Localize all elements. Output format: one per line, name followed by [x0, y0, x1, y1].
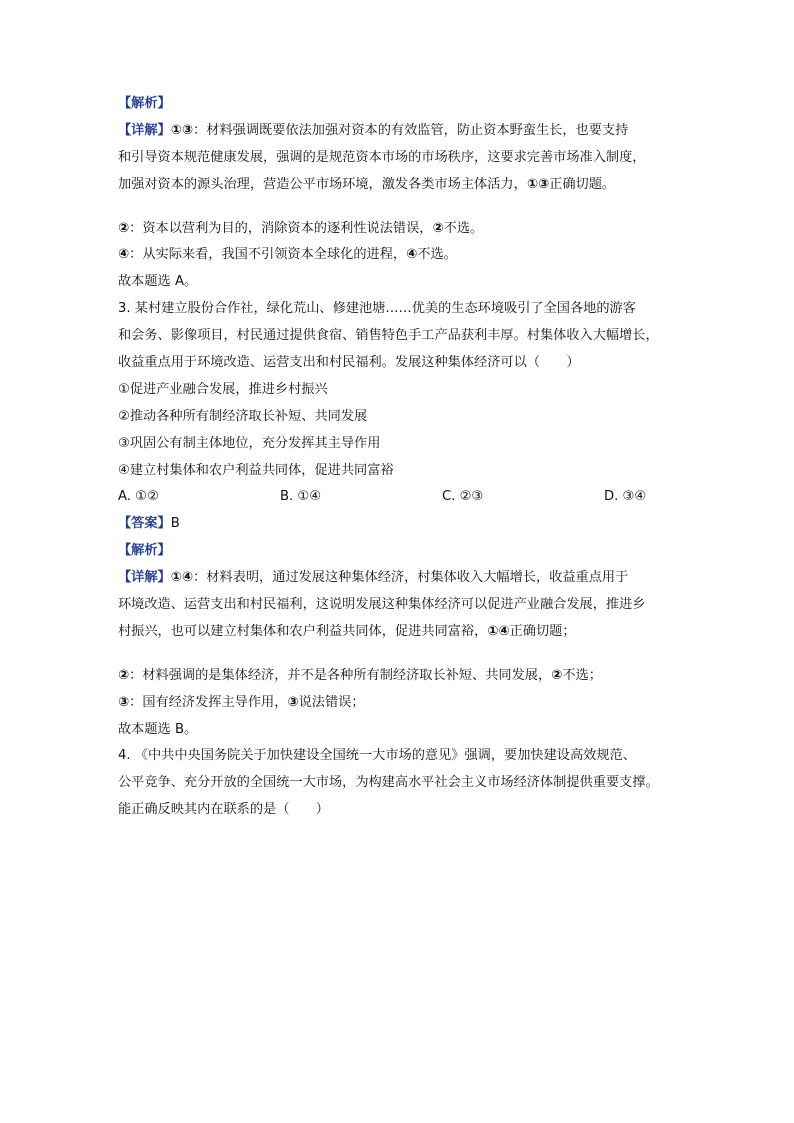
answer-tag: 【答案】 [118, 516, 171, 532]
detail-lead-marker: ①④ [170, 570, 194, 586]
detail-paragraph-line-3 [118, 175, 678, 194]
exclusion-text: ：资本以营利为目的，消除资本的逐利性说法错误， [129, 220, 433, 236]
question-stem-text: 4. 《中共中央国务院关于加快建设全国统一大市场的意见》强调，要加快建设高效规范、 [118, 748, 636, 764]
conclusion-line-2 [118, 720, 678, 739]
detail-marker: ①③ [526, 176, 550, 192]
exclusion-line-2 [118, 219, 678, 238]
statement-item-2 [118, 407, 678, 426]
question-4-stem-line-2 [118, 773, 678, 792]
statement-text: ②推动各种所有制经济取长补短、共同发展 [118, 408, 368, 424]
exclusion-text: ：材料强调的是集体经济，并不是各种所有制经济取长补短、共同发展， [129, 667, 552, 683]
answer-options [118, 487, 678, 506]
exclusion-text: 不选。 [443, 220, 484, 236]
detail-text: 正确切题； [509, 623, 576, 639]
answer-line [118, 514, 678, 533]
exclusion-marker: ② [118, 667, 130, 683]
exclusion-line-q3-3 [118, 693, 678, 712]
exclusion-marker: ② [551, 667, 563, 683]
detail-paragraph-line-2 [118, 148, 678, 167]
answer-value: B [170, 516, 180, 532]
exclusion-marker: ④ [118, 247, 130, 263]
question-3-stem-line-1 [118, 299, 678, 318]
exclusion-line-q3-2 [118, 666, 678, 685]
option-d: D. ③④ [604, 489, 647, 505]
statement-text: ④建立村集体和农户利益共同体，促进共同富裕 [118, 462, 394, 478]
detail-lead-marker: ①③ [170, 122, 194, 138]
analysis-heading [118, 94, 678, 113]
exclusion-marker: ② [432, 220, 444, 236]
analysis-tag: 【解析】 [118, 543, 171, 559]
conclusion-text: 故本题选 B。 [118, 721, 198, 737]
statement-text: ①促进产业融合发展，推进乡村振兴 [118, 381, 328, 397]
question-4-stem-line-1 [118, 746, 678, 765]
exclusion-marker: ④ [406, 247, 418, 263]
question-3-stem-line-2 [118, 326, 678, 345]
exclusion-marker: ② [118, 220, 130, 236]
question-4-stem-line-3 [118, 800, 678, 819]
statement-item-4 [118, 461, 678, 480]
detail-text: 加强对资本的源头治理，营造公平市场环境，激发各类市场主体活力， [118, 176, 527, 192]
exclusion-text: ：国有经济发挥主导作用， [129, 694, 288, 710]
option-c: C. ②③ [442, 489, 484, 505]
exclusion-marker: ③ [118, 694, 130, 710]
detail-text: 正确切题。 [549, 176, 616, 192]
question-3-stem-line-3 [118, 353, 678, 372]
paragraph-gap [118, 649, 678, 666]
exclusion-line-4 [118, 245, 678, 264]
question-stem-text: 能正确反映其内在联系的是（ ） [118, 802, 329, 818]
detail-paragraph-2-line-1 [118, 568, 678, 587]
detail-text: ：材料表明，通过发展这种集体经济，村集体收入大幅增长，收益重点用于 [193, 570, 629, 586]
option-b: B. ①④ [280, 489, 322, 505]
detail-text: 村振兴，也可以建立村集体和农户利益共同体，促进共同富裕， [118, 623, 488, 639]
conclusion-line [118, 272, 678, 291]
exclusion-marker: ③ [287, 694, 299, 710]
analysis-heading-2 [118, 541, 678, 560]
detail-marker: ①④ [487, 623, 510, 639]
paragraph-gap [118, 202, 678, 219]
detail-tag: 【详解】 [118, 122, 171, 138]
option-a: A. ①② [118, 489, 159, 505]
question-stem-text: 和会务、影像项目，村民通过提供食宿、销售特色手工产品获利丰厚。村集体收入大幅增长， [118, 328, 659, 344]
detail-paragraph-2-line-3 [118, 622, 678, 641]
analysis-tag: 【解析】 [118, 96, 171, 111]
question-stem-text: 公平竞争、充分开放的全国统一大市场，为构建高水平社会主义市场经济体制提供重要支撑。 [118, 775, 659, 791]
question-stem-text: 3. 某村建立股份合作社，绿化荒山、修建池塘……优美的生态环境吸引了全国各地的游客 [118, 301, 636, 317]
exclusion-text: 不选； [562, 667, 602, 683]
detail-text: 和引导资本规范健康发展，强调的是规范资本市场的市场秩序，这要求完善市场准入制度， [118, 149, 646, 165]
conclusion-text: 故本题选 A。 [118, 274, 198, 290]
detail-paragraph-2-line-2 [118, 595, 678, 614]
detail-text: 环境改造、运营支出和村民福利，这说明发展这种集体经济可以促进产业融合发展，推进乡 [118, 597, 646, 613]
detail-tag: 【详解】 [118, 570, 171, 586]
exclusion-text: ：从实际来看，我国不引领资本全球化的进程， [129, 247, 407, 263]
detail-paragraph-line-1 [118, 121, 678, 140]
exclusion-text: 说法错误； [298, 694, 365, 710]
document-page [118, 94, 678, 827]
detail-text: ：材料强调既要依法加强对资本的有效监管，防止资本野蛮生长，也要支持 [193, 122, 629, 138]
statement-item-1 [118, 380, 678, 399]
exclusion-text: 不选。 [417, 247, 457, 263]
question-stem-text: 收益重点用于环境改造、运营支出和村民福利。发展这种集体经济可以（ ） [118, 355, 580, 371]
statement-item-3 [118, 434, 678, 453]
statement-text: ③巩固公有制主体地位，充分发挥其主导作用 [118, 435, 381, 451]
